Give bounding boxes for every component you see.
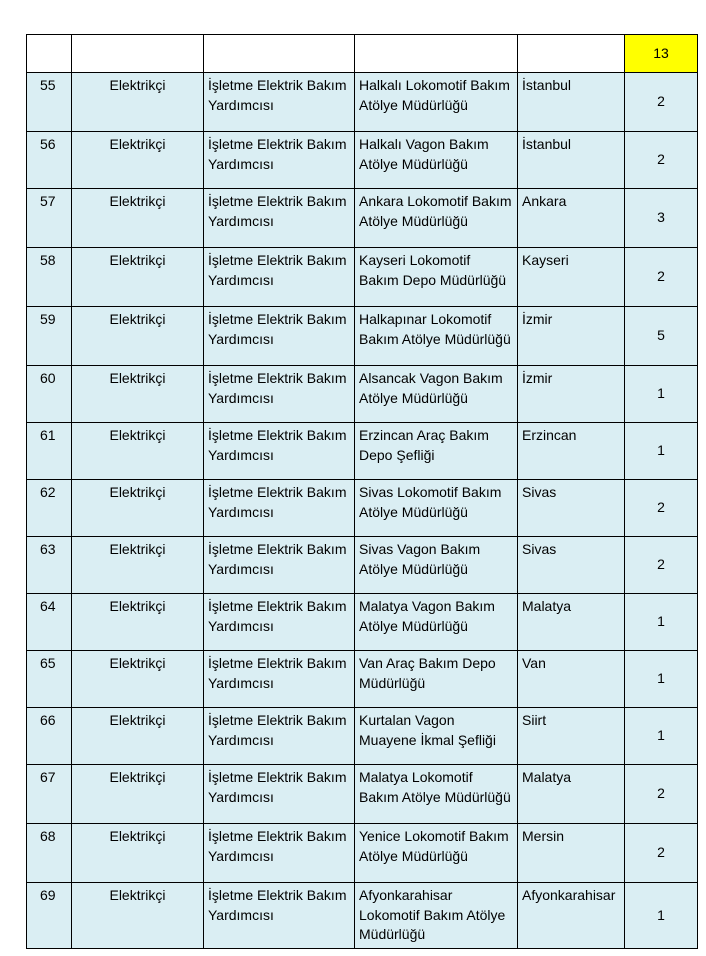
job-cell: Elektrikçi bbox=[72, 537, 204, 594]
unit-cell: Sivas Vagon Bakım Atölye Müdürlüğü bbox=[355, 537, 518, 594]
unit-cell: Malatya Vagon Bakım Atölye Müdürlüğü bbox=[355, 594, 518, 651]
title-cell: İşletme Elektrik Bakım Yardımcısı bbox=[204, 189, 355, 248]
table-row bbox=[27, 594, 698, 651]
unit-cell: Erzincan Araç Bakım Depo Şefliği bbox=[355, 423, 518, 480]
count-cell: 2 bbox=[625, 132, 698, 189]
title-cell: İşletme Elektrik Bakım Yardımcısı bbox=[204, 307, 355, 366]
title-cell: İşletme Elektrik Bakım Yardımcısı bbox=[204, 132, 355, 189]
row-number: 66 bbox=[27, 708, 72, 765]
unit-cell: Yenice Lokomotif Bakım Atölye Müdürlüğü bbox=[355, 824, 518, 883]
header-cell-city bbox=[518, 35, 625, 73]
title-cell: İşletme Elektrik Bakım Yardımcısı bbox=[204, 480, 355, 537]
row-number: 64 bbox=[27, 594, 72, 651]
row-number: 69 bbox=[27, 883, 72, 949]
city-cell: Kayseri bbox=[518, 248, 625, 307]
row-number: 68 bbox=[27, 824, 72, 883]
job-cell: Elektrikçi bbox=[72, 366, 204, 423]
row-number: 65 bbox=[27, 651, 72, 708]
title-cell: İşletme Elektrik Bakım Yardımcısı bbox=[204, 366, 355, 423]
header-cell-unit bbox=[355, 35, 518, 73]
city-cell: Erzincan bbox=[518, 423, 625, 480]
title-cell: İşletme Elektrik Bakım Yardımcısı bbox=[204, 423, 355, 480]
unit-cell: Afyonkarahisar Lokomotif Bakım Atölye Müdürlüğü bbox=[355, 883, 518, 949]
count-cell: 1 bbox=[625, 594, 698, 651]
table-row bbox=[27, 651, 698, 708]
city-cell: Siirt bbox=[518, 708, 625, 765]
table-row bbox=[27, 423, 698, 480]
staff-table bbox=[26, 34, 698, 949]
count-cell: 2 bbox=[625, 480, 698, 537]
row-number: 55 bbox=[27, 73, 72, 132]
table-row bbox=[27, 537, 698, 594]
row-number: 58 bbox=[27, 248, 72, 307]
table-row bbox=[27, 73, 698, 132]
city-cell: İstanbul bbox=[518, 73, 625, 132]
title-cell: İşletme Elektrik Bakım Yardımcısı bbox=[204, 73, 355, 132]
row-number: 63 bbox=[27, 537, 72, 594]
row-number: 56 bbox=[27, 132, 72, 189]
table-row bbox=[27, 480, 698, 537]
unit-cell: Sivas Lokomotif Bakım Atölye Müdürlüğü bbox=[355, 480, 518, 537]
count-cell: 3 bbox=[625, 189, 698, 248]
count-cell: 2 bbox=[625, 537, 698, 594]
unit-cell: Kurtalan Vagon Muayene İkmal Şefliği bbox=[355, 708, 518, 765]
title-cell: İşletme Elektrik Bakım Yardımcısı bbox=[204, 248, 355, 307]
row-number: 61 bbox=[27, 423, 72, 480]
row-number: 60 bbox=[27, 366, 72, 423]
row-number: 62 bbox=[27, 480, 72, 537]
unit-cell: Ankara Lokomotif Bakım Atölye Müdürlüğü bbox=[355, 189, 518, 248]
city-cell: Ankara bbox=[518, 189, 625, 248]
unit-cell: Halkalı Lokomotif Bakım Atölye Müdürlüğü bbox=[355, 73, 518, 132]
table-row bbox=[27, 248, 698, 307]
unit-cell: Alsancak Vagon Bakım Atölye Müdürlüğü bbox=[355, 366, 518, 423]
unit-cell: Kayseri Lokomotif Bakım Depo Müdürlüğü bbox=[355, 248, 518, 307]
header-count-badge: 13 bbox=[625, 35, 698, 73]
job-cell: Elektrikçi bbox=[72, 480, 204, 537]
city-cell: Sivas bbox=[518, 480, 625, 537]
count-cell: 2 bbox=[625, 824, 698, 883]
count-cell: 1 bbox=[625, 651, 698, 708]
table-row bbox=[27, 824, 698, 883]
count-cell: 2 bbox=[625, 248, 698, 307]
table-row bbox=[27, 366, 698, 423]
job-cell: Elektrikçi bbox=[72, 765, 204, 824]
job-cell: Elektrikçi bbox=[72, 824, 204, 883]
city-cell: Malatya bbox=[518, 594, 625, 651]
table-row bbox=[27, 765, 698, 824]
job-cell: Elektrikçi bbox=[72, 132, 204, 189]
city-cell: İzmir bbox=[518, 307, 625, 366]
job-cell: Elektrikçi bbox=[72, 423, 204, 480]
city-cell: Sivas bbox=[518, 537, 625, 594]
header-cell-no bbox=[27, 35, 72, 73]
table-header-row bbox=[27, 35, 698, 73]
table-row bbox=[27, 132, 698, 189]
count-cell: 2 bbox=[625, 73, 698, 132]
table-row bbox=[27, 708, 698, 765]
table-row bbox=[27, 189, 698, 248]
unit-cell: Van Araç Bakım Depo Müdürlüğü bbox=[355, 651, 518, 708]
job-cell: Elektrikçi bbox=[72, 189, 204, 248]
city-cell: İzmir bbox=[518, 366, 625, 423]
title-cell: İşletme Elektrik Bakım Yardımcısı bbox=[204, 883, 355, 949]
city-cell: Afyonkarahisar bbox=[518, 883, 625, 949]
unit-cell: Halkalı Vagon Bakım Atölye Müdürlüğü bbox=[355, 132, 518, 189]
row-number: 57 bbox=[27, 189, 72, 248]
title-cell: İşletme Elektrik Bakım Yardımcısı bbox=[204, 824, 355, 883]
title-cell: İşletme Elektrik Bakım Yardımcısı bbox=[204, 708, 355, 765]
city-cell: Mersin bbox=[518, 824, 625, 883]
count-cell: 1 bbox=[625, 708, 698, 765]
table-row bbox=[27, 307, 698, 366]
job-cell: Elektrikçi bbox=[72, 708, 204, 765]
job-cell: Elektrikçi bbox=[72, 883, 204, 949]
job-cell: Elektrikçi bbox=[72, 248, 204, 307]
city-cell: Van bbox=[518, 651, 625, 708]
unit-cell: Halkapınar Lokomotif Bakım Atölye Müdürlüğü bbox=[355, 307, 518, 366]
count-cell: 2 bbox=[625, 765, 698, 824]
header-cell-job bbox=[72, 35, 204, 73]
title-cell: İşletme Elektrik Bakım Yardımcısı bbox=[204, 651, 355, 708]
city-cell: İstanbul bbox=[518, 132, 625, 189]
table-row bbox=[27, 883, 698, 949]
city-cell: Malatya bbox=[518, 765, 625, 824]
count-cell: 1 bbox=[625, 423, 698, 480]
job-cell: Elektrikçi bbox=[72, 594, 204, 651]
unit-cell: Malatya Lokomotif Bakım Atölye Müdürlüğü bbox=[355, 765, 518, 824]
row-number: 67 bbox=[27, 765, 72, 824]
job-cell: Elektrikçi bbox=[72, 307, 204, 366]
count-cell: 1 bbox=[625, 883, 698, 949]
job-cell: Elektrikçi bbox=[72, 73, 204, 132]
count-cell: 1 bbox=[625, 366, 698, 423]
row-number: 59 bbox=[27, 307, 72, 366]
title-cell: İşletme Elektrik Bakım Yardımcısı bbox=[204, 537, 355, 594]
title-cell: İşletme Elektrik Bakım Yardımcısı bbox=[204, 594, 355, 651]
header-cell-title bbox=[204, 35, 355, 73]
count-cell: 5 bbox=[625, 307, 698, 366]
job-cell: Elektrikçi bbox=[72, 651, 204, 708]
title-cell: İşletme Elektrik Bakım Yardımcısı bbox=[204, 765, 355, 824]
